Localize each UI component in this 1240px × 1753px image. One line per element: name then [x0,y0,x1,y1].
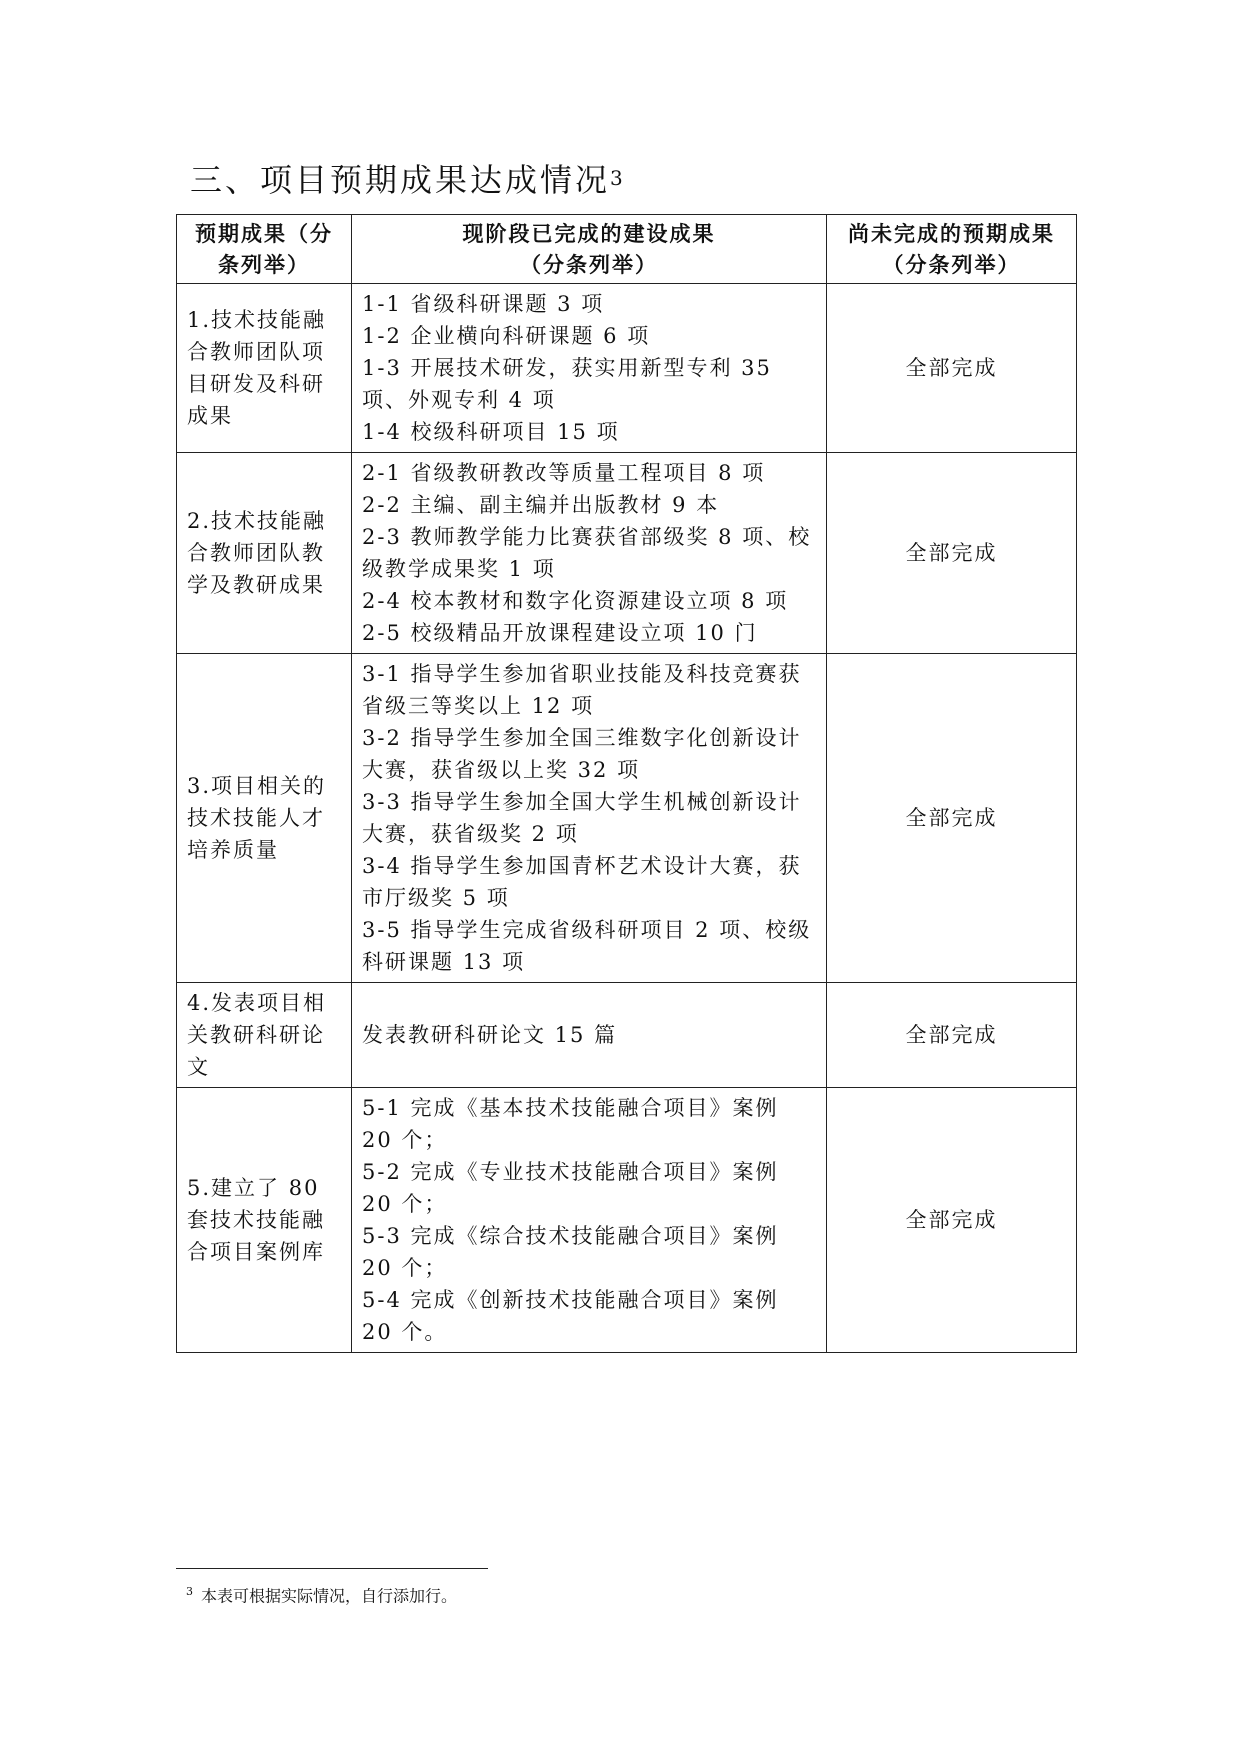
table-row [177,453,1077,654]
table-row [177,983,1077,1088]
footnote [186,1581,457,1607]
completed-result-item: 1-1 省级科研课题 3 项 [362,292,605,316]
pending-results-cell: 全部完成 [827,453,1077,654]
expected-result-cell: 3.项目相关的技术技能人才培养质量 [177,654,352,983]
pending-results-cell: 全部完成 [827,654,1077,983]
completed-result-item: 1-4 校级科研项目 15 项 [362,420,620,444]
expected-result-cell: 5.建立了 80 套技术技能融合项目案例库 [177,1088,352,1353]
completed-result-item: 3-4 指导学生参加国青杯艺术设计大赛，获市厅级奖 5 项 [362,854,802,910]
completed-result-item: 3-3 指导学生参加全国大学生机械创新设计大赛，获省级奖 2 项 [362,790,802,846]
footnote-divider [176,1568,488,1569]
completed-results-cell [352,453,827,654]
completed-result-item: 5-2 完成《专业技术技能融合项目》案例 20 个； [362,1160,779,1216]
completed-result-item: 5-1 完成《基本技术技能融合项目》案例 20 个； [362,1096,779,1152]
table-row [177,284,1077,453]
table-row [177,1088,1077,1353]
completed-result-item: 2-4 校本教材和数字化资源建设立项 8 项 [362,589,789,613]
completed-result-item: 1-2 企业横向科研课题 6 项 [362,324,651,348]
expected-result-cell: 4.发表项目相关教研科研论文 [177,983,352,1088]
completed-results-cell [352,983,827,1088]
header-pending-results: 尚未完成的预期成果 （分条列举） [827,215,1077,284]
page-title [190,158,623,202]
table-body [177,284,1077,1353]
expected-result-cell: 2.技术技能融合教师团队教学及教研成果 [177,453,352,654]
completed-result-item: 2-5 校级精品开放课程建设立项 10 门 [362,621,758,645]
expected-results-table [176,214,1077,1353]
pending-results-cell: 全部完成 [827,983,1077,1088]
completed-result-item: 2-3 教师教学能力比赛获省部级奖 8 项、校级教学成果奖 1 项 [362,525,812,581]
completed-result-item: 1-3 开展技术研发，获实用新型专利 35 项、外观专利 4 项 [362,356,772,412]
pending-results-cell: 全部完成 [827,284,1077,453]
completed-result-item: 2-2 主编、副主编并出版教材 9 本 [362,493,720,517]
completed-results-cell [352,284,827,453]
table-row [177,654,1077,983]
header-completed-results: 现阶段已完成的建设成果 （分条列举） [352,215,827,284]
footnote-reference: 3 [610,166,623,190]
table-header [177,215,1077,284]
completed-result-item: 3-5 指导学生完成省级科研项目 2 项、校级科研课题 13 项 [362,918,812,974]
footnote-text: 本表可根据实际情况，自行添加行。 [201,1586,458,1606]
expected-result-cell: 1.技术技能融合教师团队项目研发及科研成果 [177,284,352,453]
completed-results-cell [352,1088,827,1353]
header-expected-results: 预期成果（分 条列举） [177,215,352,284]
header-row [177,215,1077,284]
completed-results-cell [352,654,827,983]
completed-result-item: 3-1 指导学生参加省职业技能及科技竞赛获省级三等奖以上 12 项 [362,662,802,718]
completed-result-item: 5-4 完成《创新技术技能融合项目》案例 20 个。 [362,1288,779,1344]
completed-result-item: 发表教研科研论文 15 篇 [362,1023,618,1047]
footnote-mark: 3 [186,1585,193,1598]
page-title-text: 三、项目预期成果达成情况 [190,161,611,199]
completed-result-item: 5-3 完成《综合技术技能融合项目》案例 20 个； [362,1224,779,1280]
completed-result-item: 2-1 省级教研教改等质量工程项目 8 项 [362,461,766,485]
pending-results-cell: 全部完成 [827,1088,1077,1353]
completed-result-item: 3-2 指导学生参加全国三维数字化创新设计大赛，获省级以上奖 32 项 [362,726,802,782]
